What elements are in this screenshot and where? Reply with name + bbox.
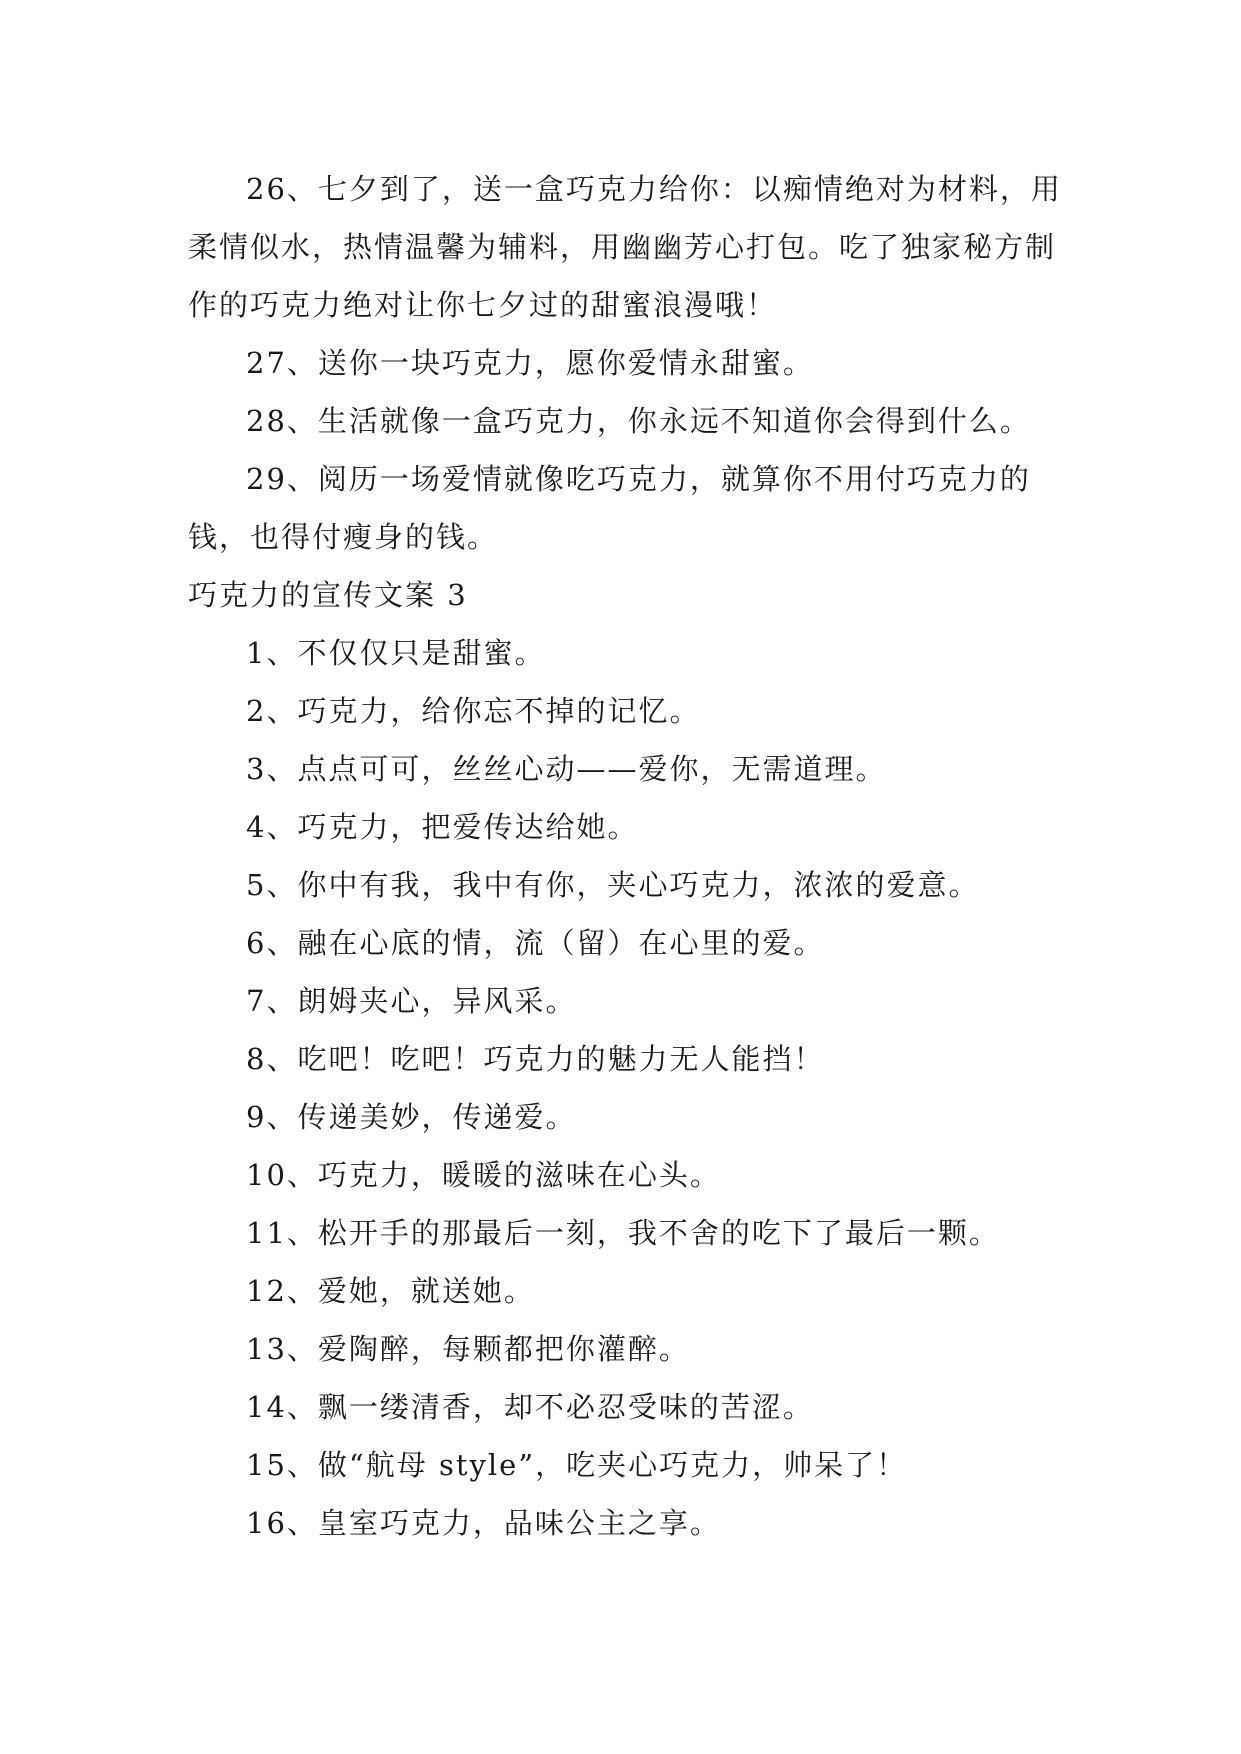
- list-item-9: 9、传递美妙，传递爱。: [246, 1100, 577, 1134]
- list-item-14: 14、飘一缕清香，却不必忍受味的苦涩。: [246, 1390, 814, 1424]
- list-item-6: 6、融在心底的情，流（留）在心里的爱。: [246, 926, 825, 960]
- paragraph-28: 28、生活就像一盒巧克力，你永远不知道你会得到什么。: [246, 404, 1031, 438]
- list-item-1: 1、不仅仅只是甜蜜。: [246, 636, 546, 670]
- list-item-3: 3、点点可可，丝丝心动——爱你，无需道理。: [246, 752, 887, 786]
- list-item-5: 5、你中有我，我中有你，夹心巧克力，浓浓的爱意。: [246, 868, 980, 902]
- list-item-15: 15、做“航母 style”，吃夹心巧克力，帅呆了！: [246, 1448, 908, 1482]
- paragraph-29: 29、阅历一场爱情就像吃巧克力，就算你不用付巧克力的钱，也得付瘦身的钱。: [188, 462, 1031, 554]
- list-item-11: 11、松开手的那最后一刻，我不舍的吃下了最后一颗。: [246, 1216, 1000, 1250]
- document-page: [188, 160, 1068, 1552]
- list-item-13: 13、爱陶醉，每颗都把你灌醉。: [246, 1332, 690, 1366]
- list-item-10: 10、巧克力，暖暖的滋味在心头。: [246, 1158, 721, 1192]
- list-item-2: 2、巧克力，给你忘不掉的记忆。: [246, 694, 701, 728]
- paragraph-26: 26、七夕到了，送一盒巧克力给你：以痴情绝对为材料，用柔情似水，热情温馨为辅料，用幽幽芳心打包。吃了独家秘方制作的巧克力绝对让你七夕过的甜蜜浪漫哦！: [188, 172, 1062, 322]
- list-item-12: 12、爱她，就送她。: [246, 1274, 535, 1308]
- list-item-4: 4、巧克力，把爱传达给她。: [246, 810, 639, 844]
- section-heading: 巧克力的宣传文案 3: [188, 578, 468, 612]
- paragraph-27: 27、送你一块巧克力，愿你爱情永甜蜜。: [246, 346, 814, 380]
- list-item-7: 7、朗姆夹心，异风采。: [246, 984, 577, 1018]
- list-item-16: 16、皇室巧克力，品味公主之享。: [246, 1506, 721, 1540]
- list-item-8: 8、吃吧！吃吧！巧克力的魅力无人能挡！: [246, 1042, 825, 1076]
